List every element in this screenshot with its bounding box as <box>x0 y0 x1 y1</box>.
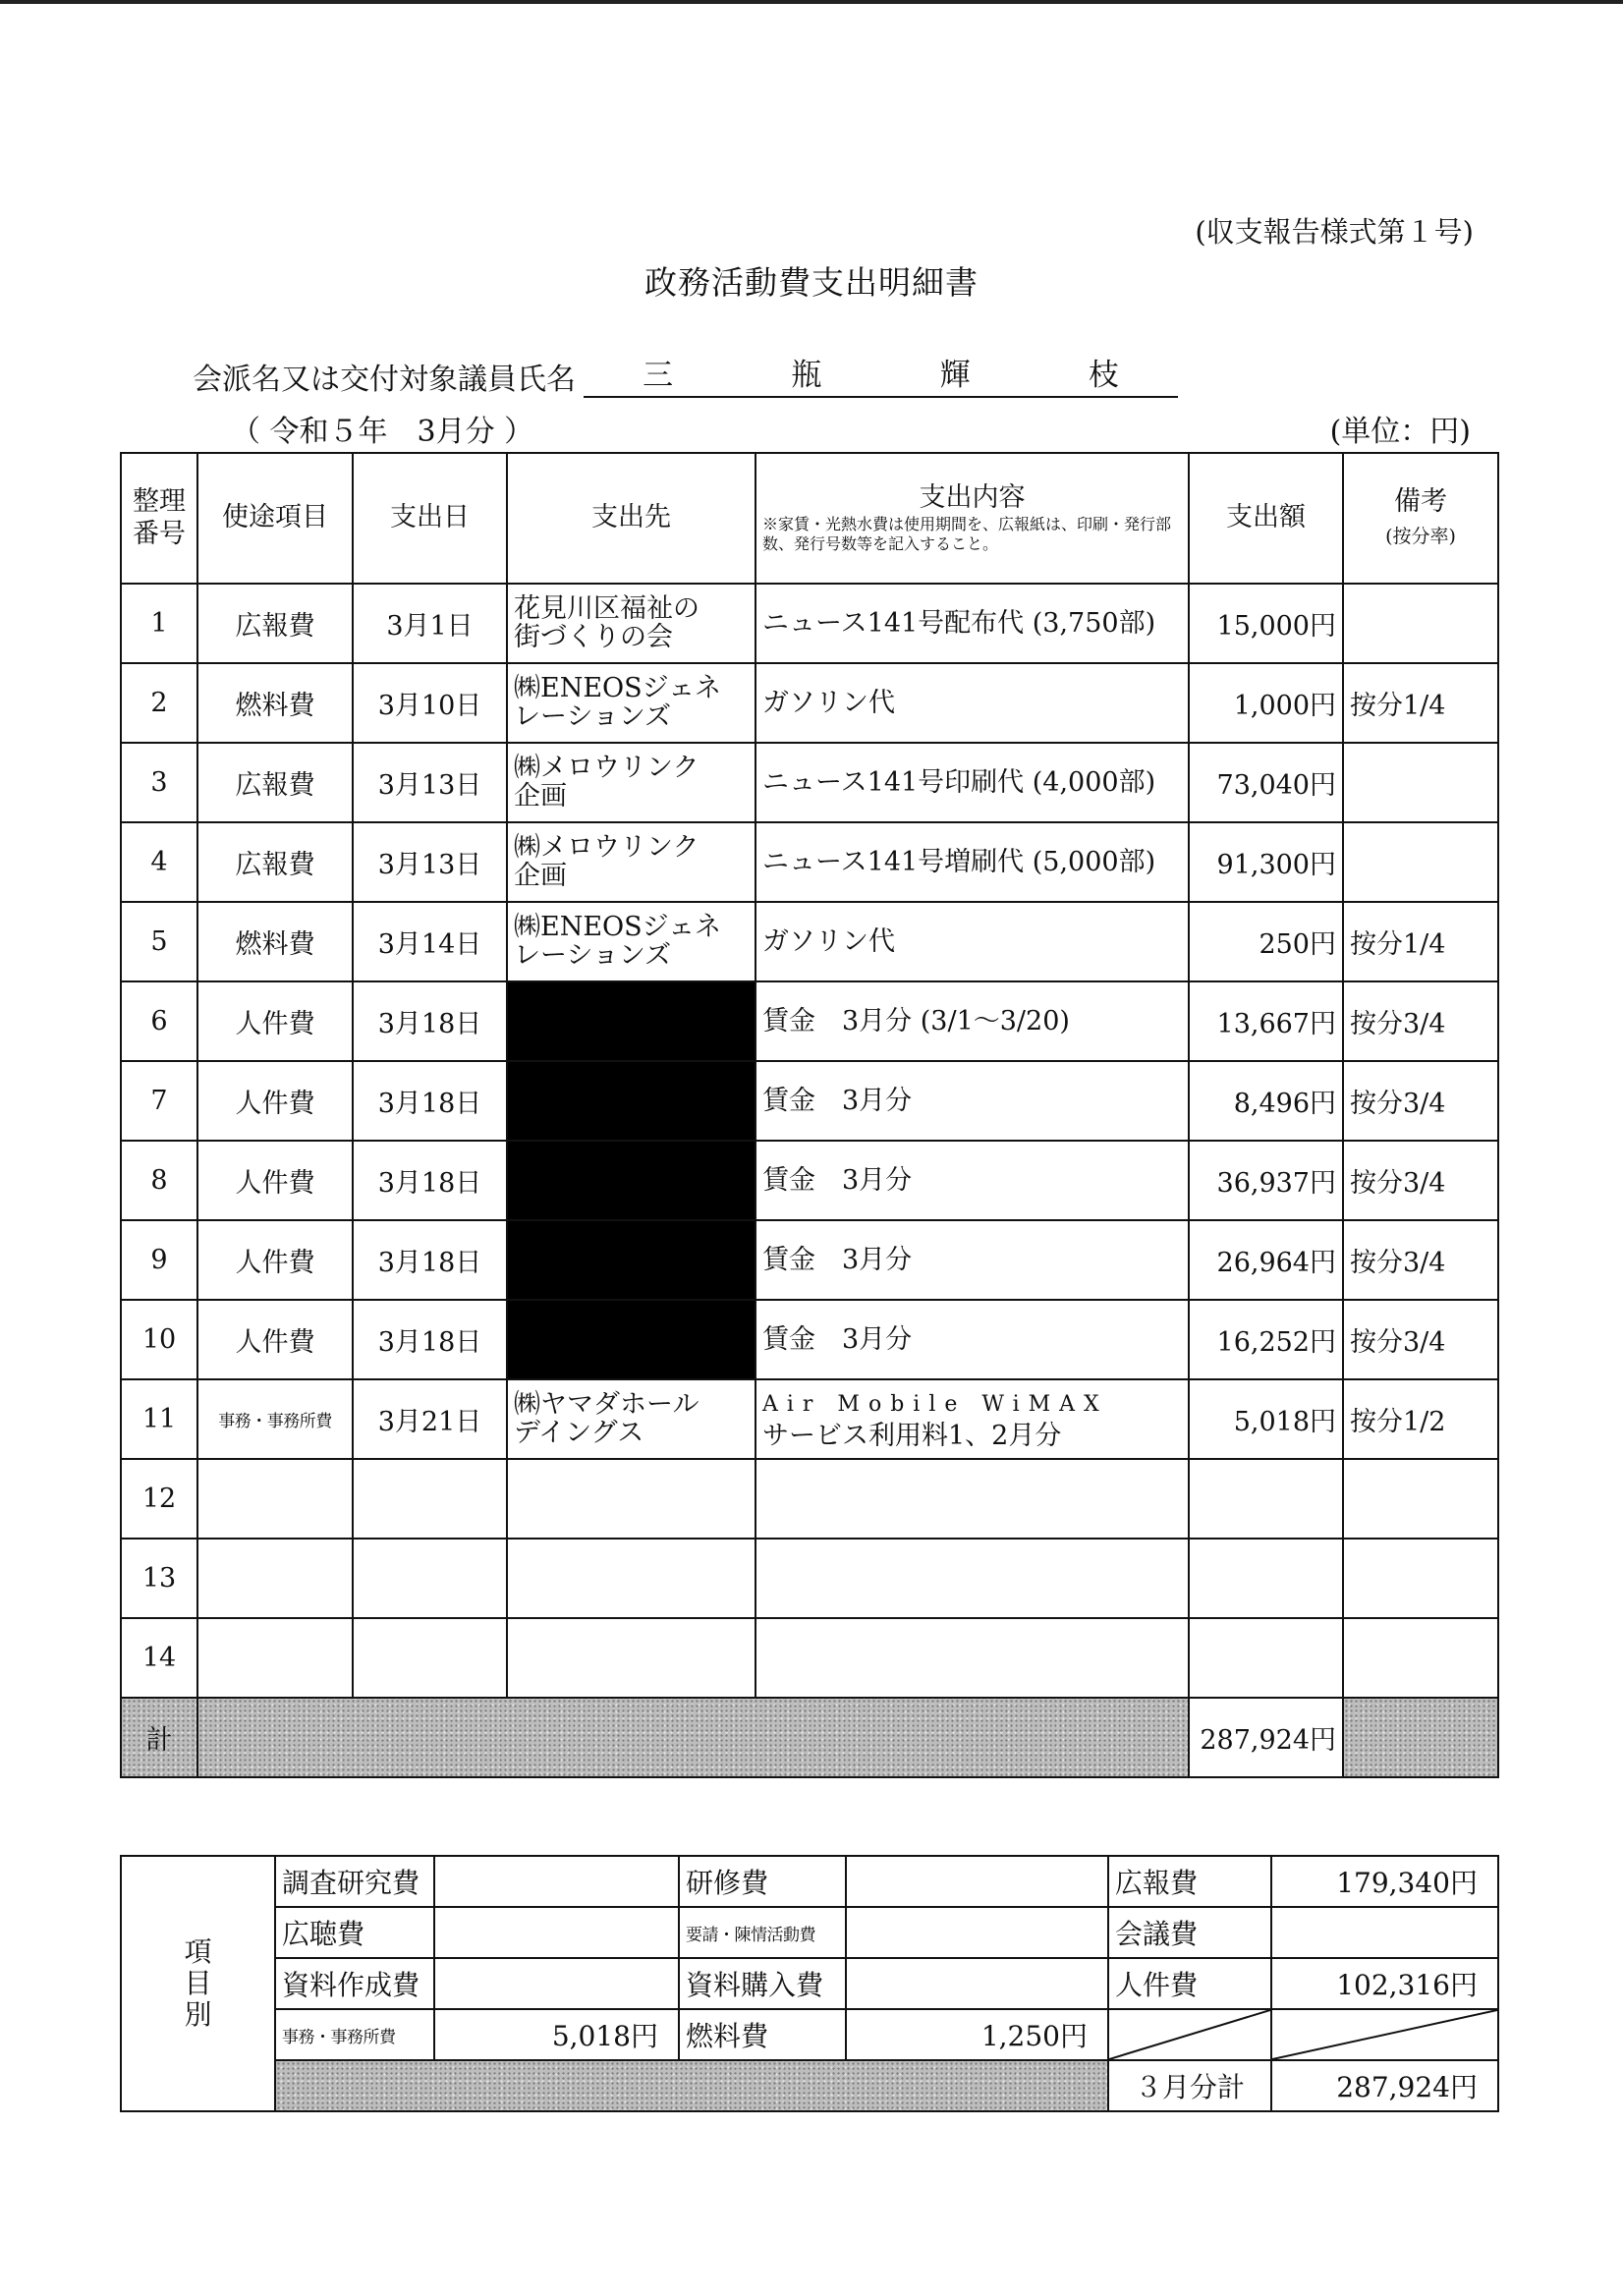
shaded-cell <box>197 1698 1189 1777</box>
row-amount: 5,018円 <box>1189 1379 1343 1459</box>
summary-label: 資料購入費 <box>679 1958 846 2009</box>
row-content-text: ニュース141号印刷代 (4,000部) <box>762 766 1156 798</box>
row-item: 人件費 <box>197 1220 353 1300</box>
row-item: 人件費 <box>197 981 353 1061</box>
row-remarks: 按分1/4 <box>1343 902 1498 981</box>
table-row <box>121 584 1498 663</box>
table-row <box>121 1220 1498 1300</box>
row-remarks: 按分1/4 <box>1343 663 1498 743</box>
row-amount: 73,040円 <box>1189 743 1343 822</box>
summary-label: 調査研究費 <box>275 1856 434 1907</box>
row-date <box>353 1618 507 1698</box>
redacted-payee <box>507 1300 756 1379</box>
category-summary-table <box>120 1855 1499 2112</box>
row-content <box>756 743 1189 822</box>
summary-side-char: 別 <box>184 1998 212 2032</box>
row-item: 人件費 <box>197 1300 353 1379</box>
row-content <box>756 1061 1189 1141</box>
row-item: 広報費 <box>197 584 353 663</box>
member-name-char: 瓶 <box>791 358 822 393</box>
summary-label: 広聴費 <box>275 1907 434 1958</box>
row-amount <box>1189 1459 1343 1539</box>
header-remarks-sub: (按分率) <box>1385 525 1456 547</box>
row-item: 広報費 <box>197 743 353 822</box>
summary-value: 179,340円 <box>1271 1856 1498 1907</box>
row-content-text: ニュース141号増刷代 (5,000部) <box>762 846 1156 877</box>
table-row <box>121 663 1498 743</box>
header-remarks <box>1343 453 1498 584</box>
row-content-text: ニュース141号配布代 (3,750部) <box>762 607 1156 639</box>
header-no: 整理番号 <box>121 453 197 584</box>
row-payee: ㈱ヤマダホール デイングス <box>507 1379 756 1459</box>
row-number: 14 <box>121 1618 197 1698</box>
row-content <box>756 1459 1189 1539</box>
header-content-note: ※家賃・光熱水費は使用期間を、広報紙は、印刷・発行部数、発行号数等を記入すること。 <box>762 514 1172 553</box>
row-payee: ㈱ENEOSジェネ レーションズ <box>507 663 756 743</box>
summary-side-char: 項 <box>184 1934 212 1968</box>
summary-label: 事務・事務所費 <box>275 2009 434 2060</box>
summary-label: 資料作成費 <box>275 1958 434 2009</box>
summary-value <box>434 1907 679 1958</box>
member-name-char: 三 <box>643 358 674 393</box>
row-item: 広報費 <box>197 822 353 902</box>
row-date: 3月14日 <box>353 902 507 981</box>
row-date: 3月18日 <box>353 1220 507 1300</box>
table-row <box>121 981 1498 1061</box>
row-payee <box>507 1539 756 1618</box>
row-item: 事務・事務所費 <box>197 1379 353 1459</box>
table-row <box>121 1300 1498 1379</box>
row-remarks: 按分3/4 <box>1343 1141 1498 1220</box>
row-content <box>756 1141 1189 1220</box>
summary-value <box>846 1856 1108 1907</box>
form-number: (収支報告様式第１号) <box>1195 215 1474 249</box>
table-header-row <box>121 453 1498 584</box>
row-number: 10 <box>121 1300 197 1379</box>
member-name-char: 枝 <box>1088 358 1119 393</box>
row-date: 3月21日 <box>353 1379 507 1459</box>
report-period: （ 令和５年 3月分 ） <box>231 415 534 449</box>
header-item: 使途項目 <box>197 453 353 584</box>
summary-value: 102,316円 <box>1271 1958 1498 2009</box>
row-content-text: 賃金 3月分 <box>762 1244 913 1275</box>
top-border-line <box>0 0 1623 4</box>
row-content <box>756 902 1189 981</box>
row-number: 12 <box>121 1459 197 1539</box>
row-item: 人件費 <box>197 1061 353 1141</box>
summary-value: 5,018円 <box>434 2009 679 2060</box>
row-amount: 15,000円 <box>1189 584 1343 663</box>
row-amount: 1,000円 <box>1189 663 1343 743</box>
summary-value: 1,250円 <box>846 2009 1108 2060</box>
total-amount: 287,924円 <box>1189 1698 1343 1777</box>
row-amount: 36,937円 <box>1189 1141 1343 1220</box>
summary-row <box>121 1856 1498 1907</box>
summary-label: 会議費 <box>1108 1907 1271 1958</box>
row-date: 3月10日 <box>353 663 507 743</box>
row-content <box>756 1379 1189 1459</box>
row-item: 燃料費 <box>197 663 353 743</box>
summary-label: 要請・陳情活動費 <box>679 1907 846 1958</box>
table-row <box>121 1061 1498 1141</box>
row-content <box>756 1220 1189 1300</box>
unit-label: (単位：円) <box>1329 415 1471 449</box>
row-item <box>197 1618 353 1698</box>
member-name-row <box>193 350 1178 398</box>
row-remarks <box>1343 1618 1498 1698</box>
month-total-label: ３月分計 <box>1108 2060 1271 2111</box>
row-payee <box>507 1459 756 1539</box>
table-row <box>121 1141 1498 1220</box>
member-name <box>584 350 1178 398</box>
summary-label: 人件費 <box>1108 1958 1271 2009</box>
summary-value <box>846 1958 1108 2009</box>
summary-label: 研修費 <box>679 1856 846 1907</box>
summary-value <box>434 1958 679 2009</box>
header-amount: 支出額 <box>1189 453 1343 584</box>
summary-label: 燃料費 <box>679 2009 846 2060</box>
summary-row <box>121 2009 1498 2060</box>
row-content-text: 賃金 3月分 <box>762 1323 913 1355</box>
table-row <box>121 743 1498 822</box>
total-label: 計 <box>121 1698 197 1777</box>
row-remarks: 按分3/4 <box>1343 1220 1498 1300</box>
row-item <box>197 1539 353 1618</box>
row-number: 9 <box>121 1220 197 1300</box>
table-row <box>121 1539 1498 1618</box>
row-number: 6 <box>121 981 197 1061</box>
diagonal-blank-cell <box>1108 2009 1271 2060</box>
row-remarks: 按分3/4 <box>1343 1300 1498 1379</box>
row-payee <box>507 1618 756 1698</box>
member-label: 会派名又は交付対象議員氏名 <box>193 363 576 397</box>
row-date: 3月1日 <box>353 584 507 663</box>
row-item: 人件費 <box>197 1141 353 1220</box>
row-amount: 16,252円 <box>1189 1300 1343 1379</box>
expenditure-table <box>120 452 1499 1778</box>
table-row <box>121 822 1498 902</box>
row-content <box>756 822 1189 902</box>
row-number: 4 <box>121 822 197 902</box>
row-date <box>353 1539 507 1618</box>
row-payee: ㈱ENEOSジェネ レーションズ <box>507 902 756 981</box>
row-payee: 花見川区福祉の 街づくりの会 <box>507 584 756 663</box>
row-date: 3月18日 <box>353 981 507 1061</box>
header-payee: 支出先 <box>507 453 756 584</box>
row-content-text: 賃金 3月分 (3/1～3/20) <box>762 1005 1070 1036</box>
row-content-text: 賃金 3月分 <box>762 1085 913 1116</box>
month-total-value: 287,924円 <box>1271 2060 1498 2111</box>
header-date: 支出日 <box>353 453 507 584</box>
row-content <box>756 584 1189 663</box>
row-remarks <box>1343 584 1498 663</box>
summary-value <box>1271 1907 1498 1958</box>
row-payee: ㈱メロウリンク 企画 <box>507 743 756 822</box>
table-row <box>121 1379 1498 1459</box>
row-remarks <box>1343 1459 1498 1539</box>
row-date: 3月13日 <box>353 822 507 902</box>
row-amount: 91,300円 <box>1189 822 1343 902</box>
row-number: 5 <box>121 902 197 981</box>
shaded-cell <box>1343 1698 1498 1777</box>
row-content-text: ガソリン代 <box>762 687 895 718</box>
row-remarks <box>1343 822 1498 902</box>
header-content <box>756 453 1189 584</box>
row-content <box>756 663 1189 743</box>
redacted-payee <box>507 1220 756 1300</box>
row-content-text: サービス利用料1、2月分 <box>762 1420 1062 1451</box>
shaded-cell <box>275 2060 1108 2111</box>
row-item: 燃料費 <box>197 902 353 981</box>
redacted-payee <box>507 1061 756 1141</box>
row-remarks: 按分3/4 <box>1343 981 1498 1061</box>
row-number: 13 <box>121 1539 197 1618</box>
diagonal-blank-cell <box>1271 2009 1498 2060</box>
table-row <box>121 1459 1498 1539</box>
row-content <box>756 1539 1189 1618</box>
row-content <box>756 981 1189 1061</box>
row-remarks <box>1343 743 1498 822</box>
row-number: 1 <box>121 584 197 663</box>
row-item <box>197 1459 353 1539</box>
row-remarks: 按分1/2 <box>1343 1379 1498 1459</box>
summary-side-char: 目 <box>184 1966 212 1999</box>
row-number: 8 <box>121 1141 197 1220</box>
row-number: 2 <box>121 663 197 743</box>
row-content <box>756 1618 1189 1698</box>
row-date <box>353 1459 507 1539</box>
row-amount <box>1189 1618 1343 1698</box>
member-name-char: 輝 <box>939 358 971 393</box>
row-number: 3 <box>121 743 197 822</box>
summary-row <box>121 1958 1498 2009</box>
redacted-payee <box>507 981 756 1061</box>
row-number: 11 <box>121 1379 197 1459</box>
summary-side-label <box>121 1856 275 2111</box>
row-content-text: 賃金 3月分 <box>762 1164 913 1196</box>
row-payee: ㈱メロウリンク 企画 <box>507 822 756 902</box>
header-remarks-title: 備考 <box>1394 486 1447 518</box>
table-body <box>121 584 1498 1777</box>
row-content <box>756 1300 1189 1379</box>
summary-row <box>121 1907 1498 1958</box>
table-row <box>121 902 1498 981</box>
document-title: 政務活動費支出明細書 <box>644 263 979 302</box>
row-date: 3月18日 <box>353 1061 507 1141</box>
row-amount: 26,964円 <box>1189 1220 1343 1300</box>
summary-value <box>434 1856 679 1907</box>
table-row <box>121 1618 1498 1698</box>
row-date: 3月18日 <box>353 1141 507 1220</box>
row-content-text: ガソリン代 <box>762 925 895 957</box>
row-date: 3月13日 <box>353 743 507 822</box>
redacted-payee <box>507 1141 756 1220</box>
row-amount: 13,667円 <box>1189 981 1343 1061</box>
total-row <box>121 1698 1498 1777</box>
row-amount: 250円 <box>1189 902 1343 981</box>
row-remarks: 按分3/4 <box>1343 1061 1498 1141</box>
row-date: 3月18日 <box>353 1300 507 1379</box>
summary-total-row <box>121 2060 1498 2111</box>
header-content-title: 支出内容 <box>919 482 1026 514</box>
row-remarks <box>1343 1539 1498 1618</box>
row-number: 7 <box>121 1061 197 1141</box>
row-content-line: Air Mobile WiMAX <box>762 1391 1108 1417</box>
row-amount: 8,496円 <box>1189 1061 1343 1141</box>
summary-label: 広報費 <box>1108 1856 1271 1907</box>
summary-value <box>846 1907 1108 1958</box>
row-amount <box>1189 1539 1343 1618</box>
